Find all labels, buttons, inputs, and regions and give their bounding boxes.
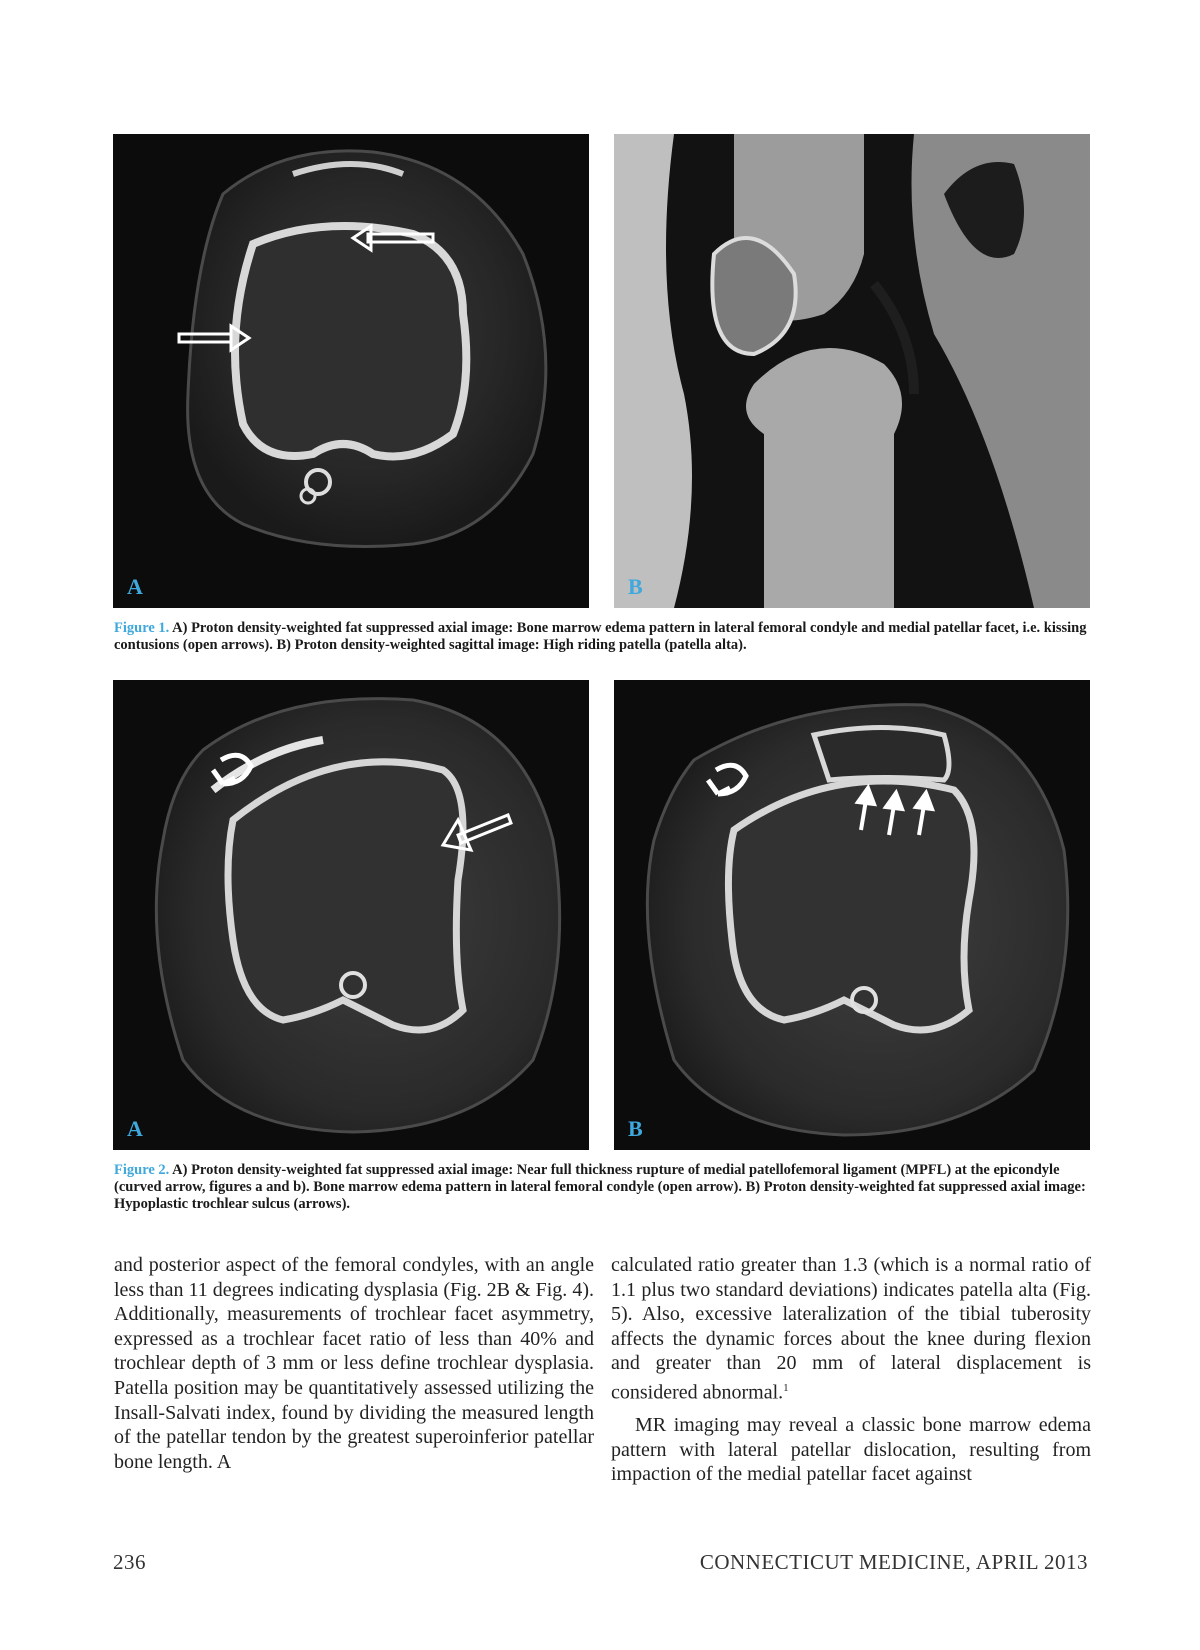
figure2-caption [114,1162,1089,1213]
body-paragraph: and posterior aspect of the femoral condyles, with an angle less than 11 degrees indicating dysplasia (Fig. 2B & Fig. 4). Additionally, measurements of trochlear facet asymmetry, expressed as a trochlear facet ratio of less than 40% and trochlear depth of 3 mm or less define trochlear dysplasia. Patella position may be quantitatively assessed utilizing the Insall-Salvati index, found by dividing the measured length of the patellar tendon by the greatest superoinferior patellar bone length. A [114,1254,594,1473]
panel-label-b: B [628,1116,643,1141]
panel-label-a: A [127,574,143,599]
figure1-ref: Figure 1. [114,620,170,636]
mri-axial-image [614,680,1090,1150]
body-column-left [114,1253,594,1482]
footnote-ref: 1 [783,1381,789,1394]
mri-sagittal-image [614,134,1090,608]
page-number: 236 [113,1550,146,1574]
body-paragraph-text: calculated ratio greater than 1.3 (which is a normal ratio of 1.1 plus two standard deviations) indicates patella alta (Fig. 5). Also, excessive lateralization of the tibial tuberosity affects the dynamic forces about the knee during flexion and greater than 20 mm of lateral displacement is considered abnormal. [611,1254,1091,1404]
mri-axial-image [113,134,589,608]
body-paragraph: MR imaging may reveal a classic bone marrow edema pattern with lateral patellar dislocation, resulting from impaction of the medial patellar facet against [611,1414,1091,1486]
body-paragraph [611,1253,1091,1405]
journal-footer: CONNECTICUT MEDICINE, APRIL 2013 [699,1550,1088,1574]
body-column-right [611,1253,1091,1495]
figure2-panel-b [614,680,1090,1150]
figure2-caption-text: A) Proton density-weighted fat suppressed axial image: Near full thickness rupture of medial patellofemoral ligament (MPFL) at the epicondyle (curved arrow, figures a and b). Bone marrow edema pattern in lateral femoral condyle (open arrow). B) Proton density-weighted fat suppressed axial image: Hypoplastic trochlear sulcus (arrows). [114,1162,1086,1212]
figure2-ref: Figure 2. [114,1162,170,1178]
figure1-caption [114,620,1089,654]
figure1-caption-text: A) Proton density-weighted fat suppressed axial image: Bone marrow edema pattern in lateral femoral condyle and medial patellar facet, i.e. kissing contusions (open arrows). B) Proton density-weighted sagittal image: High riding patella (patella alta). [114,620,1087,653]
mri-axial-image [113,680,589,1150]
panel-label-b: B [628,574,643,599]
panel-label-a: A [127,1116,143,1141]
figure1-panel-a [113,134,589,608]
figure1-panel-b [614,134,1090,608]
figure2-panel-a [113,680,589,1150]
